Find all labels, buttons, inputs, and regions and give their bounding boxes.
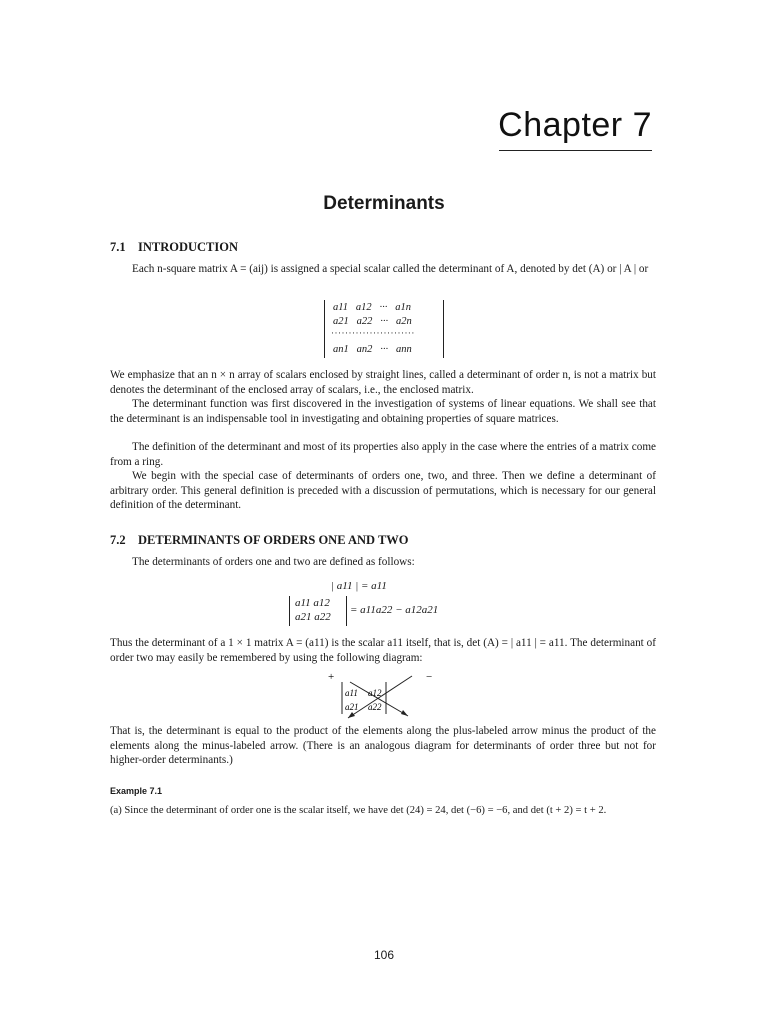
diagram-a21: a21 bbox=[345, 702, 359, 712]
sec2-paragraph-1: The determinants of orders one and two are defined as follows: bbox=[132, 556, 415, 568]
formula-order-two-matrix bbox=[289, 596, 347, 626]
intro-paragraph-2: We emphasize that an n × n array of scalars enclosed by straight lines, called a determinant of order n, is not a matrix but denotes the determinant of the enclosed array of scalars, i.e., the enclosed matrix. bbox=[110, 369, 656, 396]
page-title: Determinants bbox=[323, 193, 445, 214]
minus-label: − bbox=[426, 671, 433, 683]
plus-arrowhead bbox=[401, 710, 408, 716]
intro-paragraph-3: The determinant function was first discovered in the investigation of systems of linear equations. We shall see that the determinant is an indispensable tool in investigating and obtaining properties of square matrices. bbox=[110, 398, 656, 425]
section-title: INTRODUCTION bbox=[138, 240, 239, 254]
det-row-n: an1 an2 ··· ann bbox=[333, 344, 412, 355]
section-number: 7.1 bbox=[110, 240, 126, 254]
example-label: Example 7.1 bbox=[110, 786, 163, 796]
section-title: DETERMINANTS OF ORDERS ONE AND TWO bbox=[138, 533, 409, 547]
det-row-2: a21 a22 ··· a2n bbox=[333, 316, 412, 327]
intro-paragraph-5: We begin with the special case of determinants of orders one, two, and three. Then we define a determinant of arbitrary order. This general definition is preceded with a discussion of permutations, which is necessary for our general definition of the determinant. bbox=[110, 470, 656, 512]
sec2-paragraph-2: Thus the determinant of a 1 × 1 matrix A = (a11) is the scalar a11 itself, that is, det (A) = | a11 | = a11. The determinant of order two may easily be remembered by using the following diagram: bbox=[110, 637, 656, 664]
plus-label: + bbox=[328, 671, 335, 683]
diagram-a22: a22 bbox=[368, 702, 382, 712]
example-part-a: (a) Since the determinant of order one is the scalar itself, we have det (24) = 24, det (−6) = −6, and det (t + 2) = t + 2. bbox=[110, 805, 607, 816]
diagram-a11: a11 bbox=[345, 688, 358, 698]
determinant-diagram bbox=[328, 670, 438, 722]
formula-order-one: | a11 | = a11 bbox=[331, 580, 387, 592]
section-number: 7.2 bbox=[110, 533, 126, 547]
formula-2-row-1: a11 a12 bbox=[295, 597, 330, 609]
det-row-1: a11 a12 ··· a1n bbox=[333, 302, 411, 313]
intro-paragraph-4: The definition of the determinant and most of its properties also apply in the case where the entries of a matrix come from a ring. bbox=[110, 441, 656, 468]
section-heading-orders-one-two bbox=[110, 533, 409, 548]
sec2-paragraph-3: That is, the determinant is equal to the product of the elements along the plus-labeled arrow minus the product of the elements along the minus-labeled arrow. (There is an analogous diagram for determinants of order three but not for higher-order determinants.) bbox=[110, 725, 656, 767]
chapter-rule bbox=[499, 150, 652, 151]
page-number: 106 bbox=[373, 948, 395, 962]
formula-2-row-2: a21 a22 bbox=[295, 611, 331, 623]
formula-order-two-result: = a11a22 − a12a21 bbox=[350, 604, 439, 616]
minus-arrowhead bbox=[348, 712, 355, 718]
diagram-a12: a12 bbox=[368, 688, 382, 698]
chapter-label: Chapter 7 bbox=[498, 106, 652, 144]
intro-paragraph-1: Each n-square matrix A = (aij) is assigned a special scalar called the determinant of A, denoted by det (A) or | A | or bbox=[132, 263, 649, 275]
det-dots-row: ························ bbox=[331, 328, 415, 338]
section-heading-introduction bbox=[110, 240, 238, 255]
determinant-array bbox=[324, 300, 444, 358]
